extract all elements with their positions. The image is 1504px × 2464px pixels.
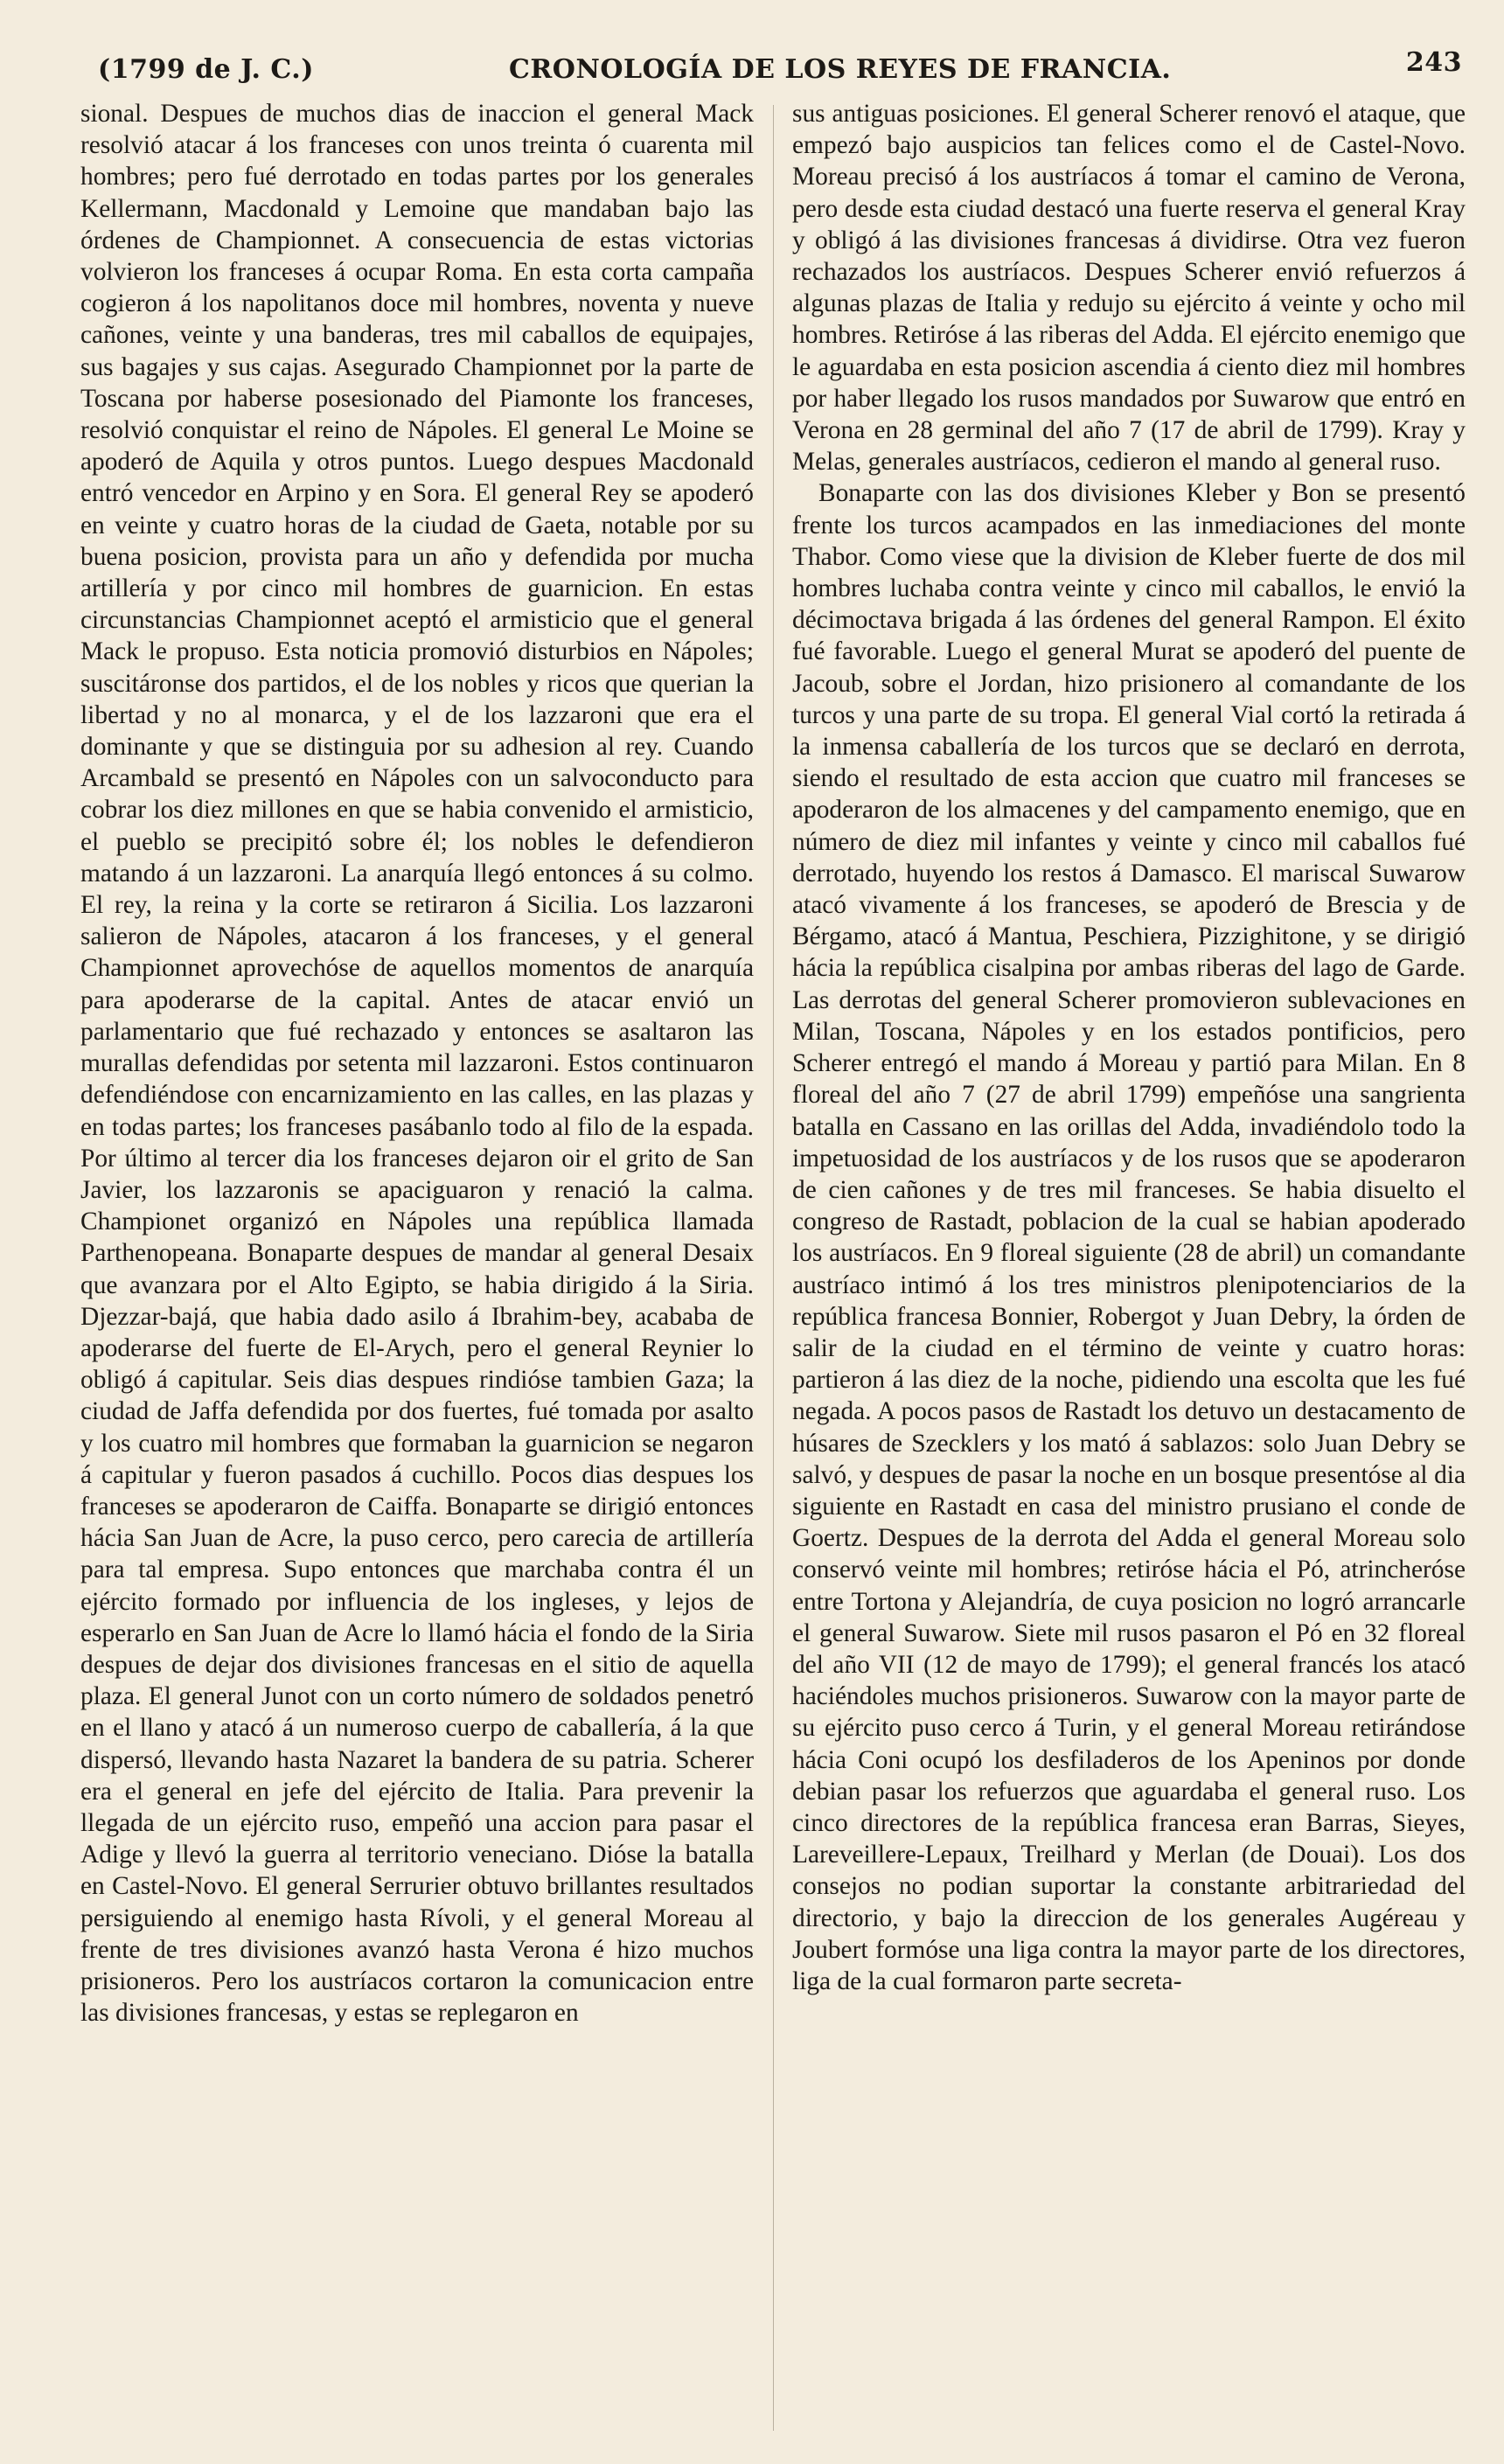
page-header (98, 47, 1462, 100)
column-divider (773, 105, 774, 2431)
left-paragraph-1: sional. Despues de muchos dias de inaccion el general Mack resolvió atacar á los franceses con unos treinta ó cuarenta mil hombres; pero fué derrotado en todas partes por los generales Kellermann, Macdonald y Lemoine que mandaban bajo las órdenes de Championnet. A consecuencia de estas victorias volvieron los franceses á ocupar Roma. En esta corta campaña cogieron á los napolitanos doce mil hombres, noventa y nueve cañones, veinte y una banderas, tres mil caballos de equipajes, sus bagajes y sus cajas. Asegurado Championnet por la parte de Toscana por haberse posesionado del Piamonte los franceses, resolvió conquistar el reino de Nápoles. El general Le Moine se apoderó de Aquila y otros puntos. Luego despues Macdonald entró vencedor en Arpino y en Sora. El general Rey se apoderó en veinte y cuatro horas de la ciudad de Gaeta, notable por su buena posicion, provista para un año y defendida por mucha artillería y por cinco mil hombres de guarnicion. En estas circunstancias Championnet aceptó el armisticio que el general Mack le propuso. Esta noticia promovió disturbios en Nápoles; suscitáronse dos partidos, el de los nobles y ricos que querian la libertad y no al monarca, y el de los lazzaroni que era el dominante y que se distinguia por su adhesion al rey. Cuando Arcambald se presentó en Nápoles con un salvoconducto para cobrar los diez millones en que se habia convenido el armisticio, el pueblo se precipitó sobre él; los nobles le defendieron matando á un lazzaroni. La anarquía llegó entonces á su colmo. El rey, la reina y la corte se retiraron á Sicilia. Los lazzaroni salieron de Nápoles, atacaron á los franceses, y el general Championnet aprovechóse de aquellos momentos de anarquía para apoderarse de la capital. Antes de atacar envió un parlamentario que fué rechazado y entonces se asaltaron las murallas defendidas por setenta mil lazzaroni. Estos continuaron defendiéndose con encarnizamiento en las calles, en las plazas y en todas partes; los franceses pasábanlo todo al filo de la espada. Por último al tercer dia los franceses dejaron oir el grito de San Javier, los lazzaronis se apaciguaron y renació la calma. Championet organizó en Nápoles una república llamada Parthenopeana. Bonaparte despues de mandar al general Desaix que avanzara por el Alto Egipto, se habia dirigido á la Siria. Djezzar-bajá, que habia dado asilo á Ibrahim-bey, acababa de apoderarse del fuerte de El-Arych, pero el general Reynier lo obligó á capitular. Seis dias despues rindióse tambien Gaza; la ciudad de Jaffa defendida por dos fuertes, fué tomada por asalto y los cuatro mil hombres que formaban la guarnicion se negaron á capitular y fueron pasados á cuchillo. Pocos dias despues los franceses se apoderaron de Caiffa. Bonaparte se dirigió entonces hácia San Juan de Acre, la puso cerco, pero carecia de artillería para tal empresa. Supo entonces que marchaba contra él un ejército formado por influencia de los ingleses, y lejos de esperarlo en San Juan de Acre lo llamó hácia el fondo de la Siria despues de dejar dos divisiones francesas en el sitio de aquella plaza. El general Junot con un corto número de soldados penetró en el llano y atacó á un numeroso cuerpo de caballería, á la que dispersó, llevando hasta Nazaret la bandera de su patria. Scherer era el general en jefe del ejército de Italia. Para prevenir la llegada de un ejército ruso, empeñó una accion para pasar el Adige y llevó la guerra al territorio veneciano. Dióse la batalla en Castel-Novo. El general Serrurier obtuvo brillantes resultados persiguiendo al enemigo hasta Rívoli, y el general Moreau al frente de tres divisiones avanzó hasta Verona é hizo muchos prisioneros. Pero los austríacos cortaron la comunicacion entre las divisiones francesas, y estas se replegaron en (80, 100, 754, 2028)
left-column (80, 98, 754, 2029)
header-date: (1799 de J. C.) (98, 54, 314, 85)
page-number: 243 (1405, 47, 1462, 78)
right-paragraph-1: sus antiguas posiciones. El general Scherer renovó el ataque, que empezó bajo auspicios tan felices como el de Castel-Novo. Moreau precisó á los austríacos á tomar el camino de Verona, pero desde esta ciudad destacó una fuerte reserva el general Kray y obligó á las divisiones francesas á dividirse. Otra vez fueron rechazados los austríacos. Despues Scherer envió refuerzos á algunas plazas de Italia y redujo su ejército á veinte y ocho mil hombres. Retiróse á las riberas del Adda. El ejército enemigo que le aguardaba en esta posicion ascendia á ciento diez mil hombres por haber llegado los rusos mandados por Suwarow que entró en Verona en 28 germinal del año 7 (17 de abril de 1799). Kray y Melas, generales austríacos, cedieron el mando al general ruso. (792, 100, 1466, 477)
right-paragraph-2: Bonaparte con las dos divisiones Kleber y Bon se presentó frente los turcos acampados en las inmediaciones del monte Thabor. Como viese que la division de Kleber fuerte de dos mil hombres luchaba contra veinte y cinco mil caballos, le envió la décimoctava brigada á las órdenes del general Rampon. El éxito fué favorable. Luego el general Murat se apoderó del puente de Jacoub, sobre el Jordan, hizo prisionero al comandante de los turcos y una parte de su tropa. El general Vial cortó la retirada á la inmensa caballería de los turcos que se declaró en derrota, siendo el resultado de esta accion que cuatro mil franceses se apoderaron de los almacenes y del campamento enemigo, que en número de diez mil infantes y veinte y cinco mil caballos fué derrotado, huyendo los restos á Damasco. El mariscal Suwarow atacó vivamente á los franceses, se apoderó de Brescia y de Bérgamo, atacó á Mantua, Peschiera, Pizzighitone, y se dirigió hácia la república cisalpina por ambas riberas del lago de Garde. Las derrotas del general Scherer promovieron sublevaciones en Milan, Toscana, Nápoles y en los estados pontificios, pero Scherer entregó el mando á Moreau y partió para Milan. En 8 floreal del año 7 (27 de abril 1799) empeñóse una sangrienta batalla en Cassano en las orillas del Adda, invadiéndolo todo la impetuosidad de los austríacos y de los rusos que se apoderaron de cien cañones y de tres mil franceses. Se habia disuelto el congreso de Rastadt, poblacion de la cual se habian apoderado los austríacos. En 9 floreal siguiente (28 de abril) un comandante austríaco intimó á los tres ministros plenipotenciarios de la república francesa Bonnier, Robergot y Juan Debry, la órden de salir de la ciudad en el término de veinte y cuatro horas: partieron á las diez de la noche, pidiendo una escolta que les fué negada. A pocos pasos de Rastadt los detuvo un destacamento de húsares de Szecklers y los mató á sablazos: solo Juan Debry se salvó, y despues de pasar la noche en un bosque presentóse al dia siguiente en Rastadt en casa del ministro prusiano el conde de Goertz. Despues de la derrota del Adda el general Moreau solo conservó veinte mil hombres; retiróse hácia el Pó, atrincheróse entre Tortona y Alejandría, de cuya posicion no logró arrancarle el general Suwarow. Siete mil rusos pasaron el Pó en 32 floreal del año VII (12 de mayo de 1799); el general francés los atacó haciéndoles muchos prisioneros. Suwarow con la mayor parte de su ejército puso cerco á Turin, y el general Moreau retirándose hácia Coni ocupó los desfiladeros de los Apeninos por donde debian pasar los refuerzos que aguardaba el general ruso. Los cinco directores de la república francesa eran Barras, Sieyes, Lareveillere-Lepaux, Treilhard y Merlan (de Douai). Los dos consejos no podian suportar la constante arbitrariedad del directorio, y bajo la direccion de los generales Augéreau y Joubert formóse una liga contra la mayor parte de los directores, liga de la cual formaron parte secreta- (792, 479, 1466, 1995)
header-title: CRONOLOGÍA DE LOS REYES DE FRANCIA. (509, 54, 1172, 85)
right-column (792, 98, 1466, 1997)
